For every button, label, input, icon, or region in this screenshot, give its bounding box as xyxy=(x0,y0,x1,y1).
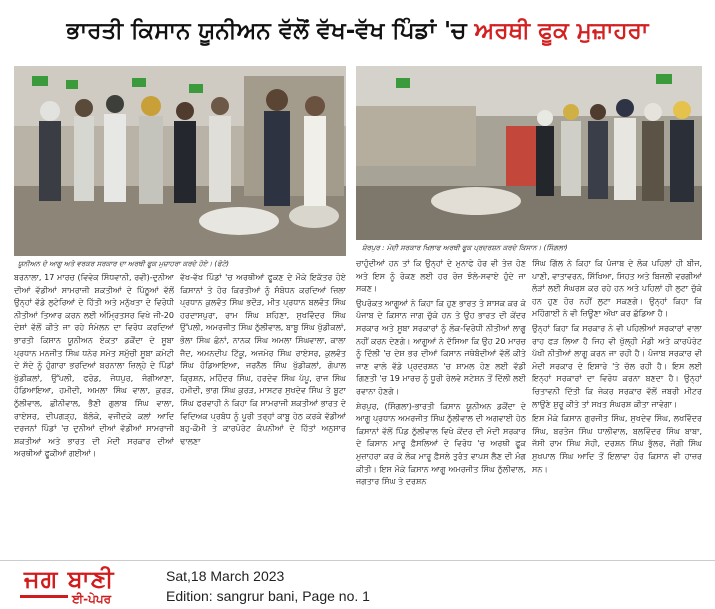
headline-part-2: ਅਰਥੀ ਫੂਕ ਮੁਜ਼ਾਹਰਾ xyxy=(474,18,649,44)
jagbani-logo[interactable] xyxy=(10,564,150,606)
article-paragraph: ਬਰਨਾਲਾ, 17 ਮਾਰਚ (ਵਿਵੇਕ ਸਿੰਧਵਾਨੀ, ਰਵੀ)-ਦੁਨੀਆ ਦੀਆਂ ਵੱਡੀਆਂ ਸਾਮਰਾਜੀ ਸ਼ਕਤੀਆਂ ਦੇ ਪਿੱਠੂਆਂ ਵੱਲੋਂ ਉਨ੍ਹਾਂ ਵੱਡੇ ਲੁਟੇਰਿਆਂ ਦੇ ਹਿੱਤੀ ਅਤੇ ਮਨੁੱਖਤਾ ਦੇ ਵਿਰੋਧੀ ਨੀਤੀਆਂ ਤਿਆਰ ਕਰਨ ਲਈ ਅੰਮ੍ਰਿਤਸਰ ਵਿਖੇ ਜੀ-20 ਦੇਸ਼ਾਂ ਵੱਲੋਂ ਕੀਤੇ ਜਾ ਰਹੇ ਸੰਮੇਲਨ ਦਾ ਵਿਰੋਧ ਕਰਦਿਆਂ ਭਾਰਤੀ ਕਿਸਾਨ ਯੂਨੀਅਨ ਏਕਤਾ ਡਕੌਂਦਾ ਦੇ ਸੂਬਾ ਪ੍ਰਧਾਨ ਮਨਜੀਤ ਸਿੰਘ ਧਨੇਰ ਸਮੇਤ ਸਮੁੱਚੀ ਸੂਬਾ ਕਮੇਟੀ ਦੇ ਸੱਦੇ ਨੂੰ ਹੁੰਗਾਰਾ ਭਰਦਿਆਂ ਬਰਨਾਲਾ ਜ਼ਿਲ੍ਹੇ ਦੇ ਪਿੰਡਾਂ ਖੁੱਡੀਕਲਾਂ, ਉੱਪਲੀ, ਫਰੋਡ, ਜੋਧਪੁਰ, ਜੰਗੀਆਣਾ, ਹੰਡਿਆਇਆ, ਹਮੀਦੀ, ਅਮਲਾ ਸਿੰਘ ਵਾਲਾ, ਕੁਰੜ, ਠੁੱਲੀਵਾਲ, ਛੀਨੀਵਾਲ, ਭੈਣੀ ਗੁਲਾਬ ਸਿੰਘ ਵਾਲਾ, ਰਾਏਸਰ, ਦੀਪਗੜ੍ਹ, ਬੱਲੋਕੇ, ਵਜੀਦਕੇ ਕਲਾਂ ਆਦਿ ਦਰਜਨਾਂ ਪਿੰਡਾਂ 'ਚ ਦੁਨੀਆਂ ਦੀਆਂ ਵੱਡੀਆਂ ਸਾਮਰਾਜੀ ਸ਼ਕਤੀਆਂ ਅਤੇ ਭਾਰਤ ਦੀ ਮੋਦੀ ਸਰਕਾਰ ਦੀਆਂ ਅਰਥੀਆਂ ਫੂਕੀਆਂ ਗਈਆਂ। xyxy=(14,273,174,459)
headline xyxy=(0,0,715,62)
photo-2-caption: ਸ਼ੇਰਪੁਰ : ਮੋਦੀ ਸਰਕਾਰ ਖਿਲਾਫ ਅਰਥੀ ਫੂਕ ਪ੍ਰਦਰਸ਼ਨ ਕਰਦੇ ਕਿਸਾਨ। (ਸਿੰਗਲਾ) xyxy=(362,244,568,252)
photo-1-caption: ਯੂਨੀਅਨ ਦੇ ਆਗੂ ਅਤੇ ਵਰਕਰ ਸਰਕਾਰ ਦਾ ਅਰਥੀ ਫੂਕ ਮੁਜ਼ਾਹਰਾ ਕਰਦੇ ਹੋਏ। (ਫੋਟੋ) xyxy=(18,260,229,268)
protest-photo-1-image xyxy=(14,66,346,256)
protest-photo-2 xyxy=(356,66,702,240)
footer xyxy=(0,562,715,609)
article-column-2 xyxy=(180,272,346,562)
article-paragraph: ਵੱਖ-ਵੱਖ ਪਿੰਡਾਂ 'ਚ ਅਰਥੀਆਂ ਫੂਕਣ ਦੇ ਮੌਕੇ ਇਕੱਤਰ ਹੋਏ ਕਿਸਾਨਾਂ ਤੇ ਹੋਰ ਕਿਰਤੀਆਂ ਨੂੰ ਸੰਬੋਧਨ ਕਰਦਿਆਂ ਜ਼ਿਲਾ ਪ੍ਰਧਾਨ ਕੁਲਵੰਤ ਸਿੰਘ ਭਦੌੜ, ਮੀਤ ਪ੍ਰਧਾਨ ਬਲਵੰਤ ਸਿੰਘ ਹਰਦਾਸਪੁਰਾ, ਰਾਮ ਸਿੰਘ ਸ਼ਹਿਣਾ, ਸੁਖਵਿੰਦਰ ਸਿੰਘ ਉੱਪਲੀ, ਅਮਰਜੀਤ ਸਿੰਘ ਠੁੱਲੀਵਾਲ, ਬਾਬੂ ਸਿੰਘ ਖੁੱਡੀਕਲਾਂ, ਭੋਲਾ ਸਿੰਘ ਛੰਨਾਂ, ਨਾਨਕ ਸਿੰਘ ਅਮਲਾ ਸਿੰਘਵਾਲਾ, ਕਾਲਾ ਜੈਦ, ਅਮਨਦੀਪ ਟਿੱਕੂ, ਅਜਮੇਰ ਸਿੰਘ ਰਾਏਸਰ, ਕੁਲਵੰਤ ਸਿੰਘ ਹੰਡਿਆਇਆ, ਜਰਨੈਲ ਸਿੰਘ ਖੁੱਡੀਕਲਾਂ, ਗੋਪਾਲ ਕ੍ਰਿਸ਼ਨ, ਮਹਿੰਦਰ ਸਿੰਘ, ਹਰਦੇਵ ਸਿੰਘ ਪੱਪੂ, ਰਾਜ ਸਿੰਘ ਹਮੀਦੀ, ਭਾਗ ਸਿੰਘ ਕੁਰੜ, ਮਾਸਟਰ ਸੁਖਦੇਵ ਸਿੰਘ ਤੇ ਬੂਟਾ ਸਿੰਘ ਫਰਵਾਹੀ ਨੇ ਕਿਹਾ ਕਿ ਸਾਮਰਾਜੀ ਸ਼ਕਤੀਆਂ ਭਾਰਤ ਦੇ ਵਿਦਿਅਕ ਪ੍ਰਬੰਧ ਨੂੰ ਪੂਰੀ ਤਰ੍ਹਾਂ ਕਾਬੂ ਹੇਠ ਕਰਕੇ ਵੱਡੀਆਂ ਬਹੁ-ਕੌਮੀ ਤੇ ਕਾਰਪੋਰੇਟ ਕੰਪਨੀਆਂ ਦੇ ਹਿੱਤਾਂ ਅਨੁਸਾਰ ਢਾਲਣਾ xyxy=(180,273,346,446)
headline-part-1: ਭਾਰਤੀ ਕਿਸਾਨ ਯੂਨੀਅਨ ਵੱਲੋਂ ਵੱਖ-ਵੱਖ ਪਿੰਡਾਂ 'ਚ xyxy=(66,18,467,44)
article-paragraph: ਚਾਹੁੰਦੀਆਂ ਹਨ ਤਾਂ ਕਿ ਉਨ੍ਹਾਂ ਦੇ ਮੁਨਾਫੇ ਹੋਰ ਵੀ ਤੇਜ਼ ਹੋਣ ਅਤੇ ਇਸ ਨੂੰ ਰੋਕਣ ਲਈ ਹਰ ਰੋਜ਼ ਝੋਲੇ-ਸਵਾਏ ਹੁੰਦੇ ਜਾ ਸਕਣ। xyxy=(356,259,526,294)
article-paragraph: ਇਸ ਮੌਕੇ ਕਿਸਾਨ ਗੁਰਜੀਤ ਸਿੰਘ, ਸੁਖਦੇਵ ਸਿੰਘ, ਲਖਵਿੰਦਰ ਸਿੰਘ, ਬਰਤੇਜ ਸਿੰਘ ਧਾਲੀਵਾਲ, ਬਲਵਿੰਦਰ ਸਿੰਘ ਬਾਬਾ, ਜੱਸੀ ਰਾਮ ਸਿੰਘ ਸੋਹੀ, ਦਰਸ਼ਨ ਸਿੰਘ ਭੁੱਲਰ, ਜੱਗੀ ਸਿੰਘ ਸੁਖਪਾਲ ਸਿੰਘ ਆਦਿ ਤੋਂ ਇਲਾਵਾ ਹੋਰ ਕਿਸਾਨ ਵੀ ਹਾਜ਼ਰ ਸਨ। xyxy=(532,414,702,474)
article-paragraph: ਸਿੰਘ ਗਿੱਲ ਨੇ ਕਿਹਾ ਕਿ ਪੰਜਾਬ ਦੇ ਲੋਕ ਪਹਿਲਾਂ ਹੀ ਬੀਜ, ਪਾਣੀ, ਵਾਤਾਵਰਨ, ਸਿੱਖਿਆ, ਸਿਹਤ ਅਤੇ ਬਿਜਲੀ ਵਰਗੀਆਂ ਲੋੜਾਂ ਲਈ ਸੰਘਰਸ਼ ਕਰ ਰਹੇ ਹਨ ਅਤੇ ਪਹਿਲਾਂ ਹੀ ਲੁਟਾ ਚੁੱਕੇ ਹਨ ਹੁਣ ਹੋਰ ਨਹੀਂ ਲੁਟਾ ਸਕਣਗੇ। ਉਨ੍ਹਾਂ ਕਿਹਾ ਕਿ ਮਹਿੰਗਾਈ ਨੇ ਵੀ ਜ਼ਿਊਣਾ ਔਖਾ ਕਰ ਛੱਡਿਆ ਹੈ। xyxy=(532,259,702,319)
article-paragraph: ਸ਼ੇਰਪੁਰ, (ਸਿੰਗਲਾ)-ਭਾਰਤੀ ਕਿਸਾਨ ਯੂਨੀਅਨ ਡਕੌਂਦਾ ਦੇ ਆਗੂ ਪ੍ਰਧਾਨ ਅਮਰਜੀਤ ਸਿੰਘ ਠੁੱਲੀਵਾਲ ਦੀ ਅਗਵਾਈ ਹੇਠ ਕਿਸਾਨਾਂ ਵੱਲੋਂ ਪਿੰਡ ਠੁੱਲੀਵਾਲ ਵਿਖੇ ਕੇਂਦਰ ਦੀ ਮੋਦੀ ਸਰਕਾਰ ਦੇ ਕਿਸਾਨ ਮਾਰੂ ਫ਼ੈਸਲਿਆਂ ਦੇ ਵਿਰੋਧ 'ਚ ਅਰਥੀ ਫੂਕ ਮੁਜ਼ਾਹਰਾ ਕਰ ਕੇ ਲੋਕ ਮਾਰੂ ਫ਼ੈਸਲੇ ਤੁਰੰਤ ਵਾਪਸ ਲੈਣ ਦੀ ਮੰਗ ਕੀਤੀ। ਇਸ ਮੌਕੇ ਕਿਸਾਨ ਆਗੂ ਅਮਰਜੀਤ ਸਿੰਘ ਠੁੱਲੀਵਾਲ, ਜਗਤਾਰ ਸਿੰਘ ਤੇ ਦਰਸ਼ਨ xyxy=(356,401,526,487)
article-column-4 xyxy=(532,258,702,562)
footer-divider xyxy=(0,560,715,561)
article-column-1 xyxy=(14,272,174,562)
article-column-3 xyxy=(356,258,526,562)
article-paragraph: ਉਪਰੋਕਤ ਆਗੂਆਂ ਨੇ ਕਿਹਾ ਕਿ ਹੁਣ ਭਾਰਤ ਤੇ ਸ਼ਾਸਕ ਕਰ ਕੇ ਪੰਜਾਬ ਦੇ ਕਿਸਾਨ ਜਾਗ ਚੁੱਕੇ ਹਨ ਤੇ ਉਹ ਭਾਰਤ ਦੀ ਕੇਂਦਰ ਸਰਕਾਰ ਅਤੇ ਸੂਬਾ ਸਰਕਾਰਾਂ ਨੂੰ ਲੋਕ-ਵਿਰੋਧੀ ਨੀਤੀਆਂ ਲਾਗੂ ਨਹੀਂ ਕਰਨ ਦੇਣਗੇ। ਆਗੂਆਂ ਨੇ ਦੱਸਿਆ ਕਿ ਉਹ 20 ਮਾਰਚ ਨੂੰ ਦਿੱਲੀ 'ਚ ਦੇਸ਼ ਭਰ ਦੀਆਂ ਕਿਸਾਨ ਜਥੇਬੰਦੀਆਂ ਵੱਲੋਂ ਕੀਤੇ ਜਾਣ ਵਾਲੇ ਵੱਡੇ ਪ੍ਰਦਰਸ਼ਨ 'ਚ ਸ਼ਾਮਲ ਹੋਣ ਲਈ ਵੱਡੀ ਗਿਣਤੀ 'ਚ 19 ਮਾਰਚ ਨੂੰ ਧੂਰੀ ਰੇਲਵੇ ਸਟੇਸ਼ਨ ਤੋਂ ਦਿੱਲੀ ਲਈ ਰਵਾਨਾ ਹੋਣਗੇ। xyxy=(356,298,526,396)
logo-main-text: ਜਗ ਬਾਣੀ xyxy=(24,564,115,593)
logo-sub-text: ਈ-ਪੇਪਰ xyxy=(72,592,112,606)
edition-date: Sat,18 March 2023 xyxy=(166,568,285,584)
logo-underline xyxy=(20,595,68,598)
protest-photo-1 xyxy=(14,66,346,256)
protest-photo-2-image xyxy=(356,66,702,240)
edition-info: Edition: sangrur bani, Page no. 1 xyxy=(166,588,370,604)
article-paragraph: ਉਨ੍ਹਾਂ ਕਿਹਾ ਕਿ ਸਰਕਾਰ ਨੇ ਵੀ ਪਹਿਲੀਆਂ ਸਰਕਾਰਾਂ ਵਾਲਾ ਰਾਹ ਫੜ ਲਿਆ ਹੈ ਜਿਹ ਵੀ ਖੁੱਲ੍ਹੀ ਮੰਡੀ ਅਤੇ ਕਾਰਪੋਰੇਟ ਪੱਖੀ ਨੀਤੀਆਂ ਲਾਗੂ ਕਰਨ ਜਾ ਰਹੀ ਹੈ। ਪੰਜਾਬ ਸਰਕਾਰ ਵੀ ਮੋਦੀ ਸਰਕਾਰ ਦੇ ਇਸ਼ਾਰੇ 'ਤੇ ਚੱਲ ਰਹੀ ਹੈ। ਇਸ ਲਈ ਇਨ੍ਹਾਂ ਸਰਕਾਰਾਂ ਦਾ ਵਿਰੋਧ ਕਰਨਾ ਬਣਦਾ ਹੈ। ਉਨ੍ਹਾਂ ਚਿਤਾਵਨੀ ਦਿੱਤੀ ਕਿ ਜੇਕਰ ਸਰਕਾਰ ਵੱਲੋਂ ਜਬਰੀ ਮੀਟਰ ਲਾਉਣੇ ਸ਼ੁਰੂ ਕੀਤੇ ਤਾਂ ਸਖ਼ਤ ਸੰਘਰਸ਼ ਕੀਤਾ ਜਾਵੇਗਾ। xyxy=(532,323,702,409)
